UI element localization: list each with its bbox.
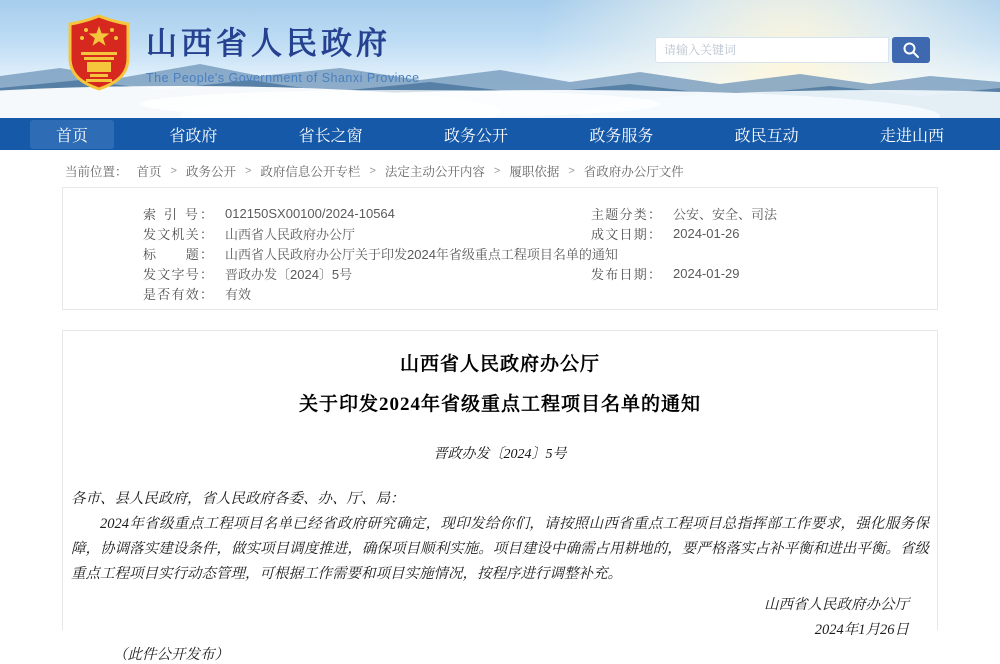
national-emblem-icon: [66, 14, 132, 90]
meta-column-left: [143, 203, 618, 303]
document-sign-date: 2024年1月26日: [814, 622, 909, 638]
meta-row-doc-number: [143, 263, 573, 283]
meta-label: 主题分类：: [591, 206, 661, 222]
document-signer: 山西省人民政府办公厅: [764, 597, 909, 613]
header-banner: [0, 0, 1000, 118]
meta-value: 2024-01-29: [673, 265, 740, 281]
breadcrumb-separator: >: [170, 165, 177, 177]
meta-row-title: [143, 243, 618, 263]
meta-label: 是否有效：: [143, 286, 213, 302]
document-salutation: 各市、县人民政府，省人民政府各委、办、厅、局：: [71, 491, 405, 507]
nav-item-public-interaction[interactable]: 政民互动: [734, 127, 799, 145]
nav-item-provincial-government[interactable]: 省政府: [169, 127, 218, 145]
nav-item-into-shanxi[interactable]: 走进山西: [879, 127, 944, 145]
nav-items: [30, 120, 970, 149]
document-paragraph: 2024年省级重点工程项目名单已经省政府研究确定，现印发给你们，请按照山西省重点工程项目总指挥部工作要求，强化服务保障，协调落实建设条件，做实项目调度推进，确保项目顺利实施。项目建设中确需占用耕地的，要严格落实占补平衡和进出平衡。省级重点工程项目实行动态管理，可根据工作需要和项目实施情况，按程序进行调整补充。: [71, 516, 929, 582]
meta-value: 山西省人民政府办公厅关于印发2024年省级重点工程项目名单的通知: [225, 246, 618, 262]
meta-value: 公安、安全、司法: [673, 206, 778, 222]
document-title-line1: 山西省人民政府办公厅: [399, 354, 600, 375]
brand-text: [146, 14, 420, 85]
site-subtitle: The People's Government of Shanxi Province: [146, 71, 420, 85]
meta-row-issuing-agency: [143, 223, 573, 243]
meta-label: 成文日期：: [591, 226, 661, 242]
search-button[interactable]: [892, 37, 930, 63]
breadcrumb-separator: >: [568, 165, 575, 177]
nav-item-home[interactable]: 首页: [30, 120, 114, 149]
document-title-line2: 关于印发2024年省级重点工程项目名单的通知: [298, 394, 701, 415]
nav-item-government-services[interactable]: 政务服务: [589, 127, 654, 145]
meta-value: 晋政办发〔2024〕5号: [225, 266, 353, 282]
meta-row-validity: [143, 283, 573, 303]
nav-item-governor-window[interactable]: 省长之窗: [298, 127, 363, 145]
site-title: 山西省人民政府: [146, 26, 391, 61]
breadcrumb-home[interactable]: 首页: [136, 165, 162, 179]
breadcrumb-prefix: 当前位置：: [65, 165, 128, 179]
document-public-note: （此件公开发布）: [113, 647, 229, 663]
search-icon: [902, 41, 920, 59]
breadcrumb-statutory-content[interactable]: 法定主动公开内容: [384, 165, 485, 179]
document-content-box: [62, 330, 938, 663]
meta-label: 标 题：: [143, 246, 213, 262]
meta-value: 012150SX00100/2024-10564: [225, 205, 395, 221]
search-bar: [655, 37, 930, 63]
meta-row-index-number: [143, 203, 573, 223]
document-signature-block: [63, 593, 937, 643]
breadcrumb-duty-basis[interactable]: 履职依据: [509, 165, 560, 179]
breadcrumb-separator: >: [493, 165, 501, 177]
meta-row-theme-category: [591, 203, 921, 223]
meta-label: 发文机关：: [143, 226, 213, 242]
meta-column-right: [591, 203, 921, 283]
breadcrumb-separator: >: [369, 165, 376, 177]
breadcrumb-gov-affairs[interactable]: 政务公开: [185, 165, 236, 179]
meta-label: 索 引 号：: [143, 206, 213, 222]
breadcrumb: [65, 162, 935, 180]
meta-row-publish-date: [591, 263, 921, 283]
meta-label: 发文字号：: [143, 266, 213, 282]
search-input[interactable]: [655, 37, 889, 63]
document-body: [71, 487, 929, 587]
nav-item-government-affairs[interactable]: 政务公开: [443, 127, 508, 145]
brand[interactable]: [66, 14, 420, 90]
breadcrumb-info-column[interactable]: 政府信息公开专栏: [260, 165, 361, 179]
document-meta-box: [62, 187, 938, 310]
meta-row-written-date: [591, 223, 921, 243]
document-number: 晋政办发〔2024〕5号: [433, 447, 567, 462]
meta-label: 发布日期：: [591, 266, 661, 282]
meta-value: 有效: [225, 286, 252, 302]
breadcrumb-separator: >: [244, 165, 252, 177]
main-nav: [0, 118, 1000, 150]
meta-value: 2024-01-26: [673, 225, 740, 241]
meta-value: 山西省人民政府办公厅: [225, 226, 356, 242]
breadcrumb-office-documents[interactable]: 省政府办公厅文件: [583, 165, 684, 179]
